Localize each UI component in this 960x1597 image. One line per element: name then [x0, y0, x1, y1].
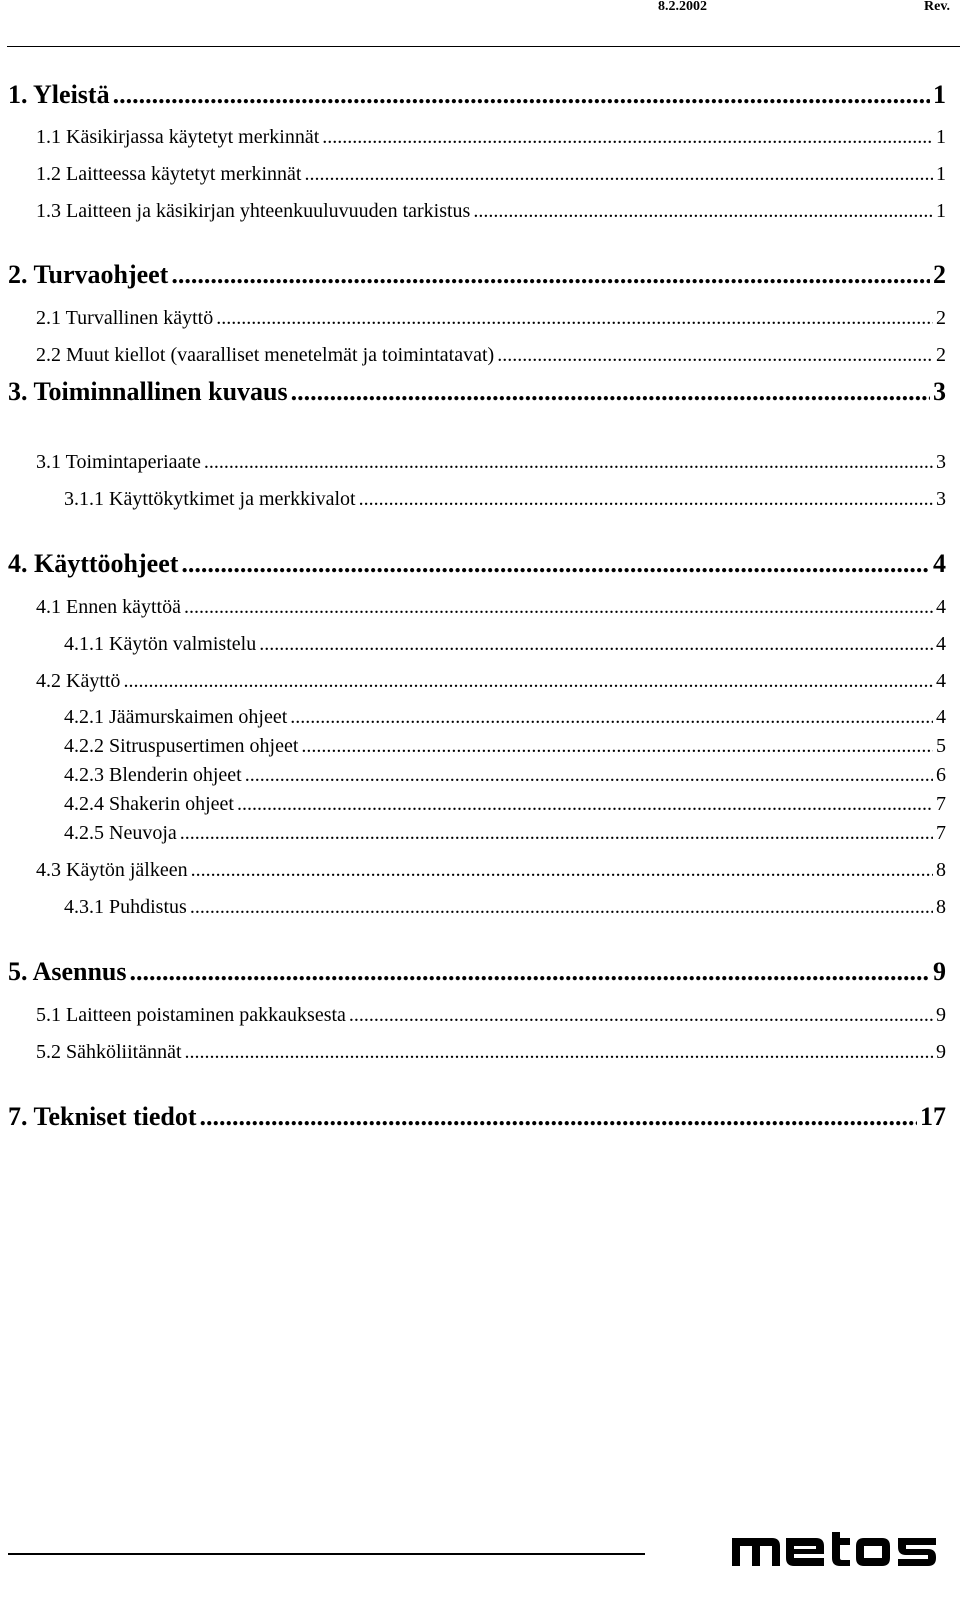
- toc-dot-leader: [497, 343, 933, 367]
- toc-dot-leader: [181, 549, 930, 579]
- toc-dot-leader: [184, 595, 933, 619]
- toc-dot-leader: [180, 821, 933, 845]
- toc-dot-leader: [185, 1040, 933, 1064]
- toc-page-number: 2: [933, 260, 946, 289]
- toc-dot-leader: [200, 1102, 917, 1132]
- toc-dot-leader: [259, 632, 933, 656]
- toc-entry[interactable]: [8, 549, 946, 579]
- toc-entry-title: 3. Toiminnallinen kuvaus: [8, 377, 288, 406]
- toc-entry[interactable]: [8, 260, 946, 290]
- toc-entry-title: 4.2.1 Jäämurskaimen ohjeet: [64, 706, 288, 728]
- toc-page-number: 7: [936, 793, 946, 815]
- toc-page-number: 3: [936, 488, 946, 510]
- toc-entry[interactable]: [36, 343, 946, 367]
- toc-entry[interactable]: [36, 595, 946, 619]
- toc-entry[interactable]: [64, 487, 946, 511]
- toc-dot-leader: [473, 199, 933, 223]
- toc-page-number: 1: [936, 126, 946, 148]
- toc-dot-leader: [113, 80, 930, 110]
- toc-entry-title: 4.2 Käyttö: [36, 670, 121, 692]
- toc-page-number: 4: [936, 596, 946, 618]
- toc-entry-title: 1. Yleistä: [8, 80, 110, 109]
- toc-page-number: 5: [936, 735, 946, 757]
- toc-dot-leader: [190, 895, 933, 919]
- metos-logo: [732, 1532, 940, 1572]
- toc-page-number: 2: [936, 307, 946, 329]
- toc-entry[interactable]: [36, 1003, 946, 1027]
- toc-entry-title: 4.3 Käytön jälkeen: [36, 859, 188, 881]
- toc-page-number: 3: [936, 451, 946, 473]
- toc-entry-title: 3.1.1 Käyttökytkimet ja merkkivalot: [64, 488, 356, 510]
- toc-entry-title: 4.2.5 Neuvoja: [64, 822, 177, 844]
- toc-page-number: 1: [936, 200, 946, 222]
- toc-dot-leader: [322, 125, 933, 149]
- footer-divider: [8, 1553, 645, 1555]
- toc-entry[interactable]: [8, 1102, 946, 1132]
- toc-page-number: 9: [933, 957, 946, 986]
- toc-entry[interactable]: [64, 632, 946, 656]
- toc-entry-title: 7. Tekniset tiedot: [8, 1102, 197, 1131]
- toc-entry[interactable]: [36, 669, 946, 693]
- toc-page-number: 17: [920, 1102, 946, 1131]
- toc-dot-leader: [304, 162, 933, 186]
- toc-dot-leader: [349, 1003, 933, 1027]
- toc-page-number: 8: [936, 859, 946, 881]
- toc-entry-title: 1.2 Laitteessa käytetyt merkinnät: [36, 163, 302, 185]
- toc-page-number: 3: [933, 377, 946, 406]
- toc-entry-title: 5.1 Laitteen poistaminen pakkauksesta: [36, 1004, 346, 1026]
- toc-entry-title: 5. Asennus: [8, 957, 127, 986]
- toc-dot-leader: [123, 669, 933, 693]
- toc-entry[interactable]: [36, 199, 946, 223]
- toc-page-number: 9: [936, 1004, 946, 1026]
- header-date: 8.2.2002: [658, 0, 707, 14]
- toc-dot-leader: [290, 705, 933, 729]
- toc-dot-leader: [291, 377, 930, 407]
- toc-page-number: 6: [936, 764, 946, 786]
- toc-entry-title: 4.2.4 Shakerin ohjeet: [64, 793, 234, 815]
- toc-entry-title: 5.2 Sähköliitännät: [36, 1041, 182, 1063]
- toc-entry-title: 2.2 Muut kiellot (vaaralliset menetelmät ja toimintatavat): [36, 344, 495, 366]
- toc-page-number: 4: [936, 706, 946, 728]
- toc-entry-title: 3.1 Toimintaperiaate: [36, 451, 201, 473]
- toc-entry-title: 1.1 Käsikirjassa käytetyt merkinnät: [36, 126, 320, 148]
- toc-dot-leader: [245, 763, 933, 787]
- toc-entry-title: 4.2.2 Sitruspusertimen ohjeet: [64, 735, 299, 757]
- header-divider: [7, 46, 960, 47]
- toc-dot-leader: [130, 957, 931, 987]
- toc-entry[interactable]: [36, 306, 946, 330]
- toc-dot-leader: [171, 260, 930, 290]
- toc-dot-leader: [191, 858, 933, 882]
- toc-entry[interactable]: [64, 705, 946, 729]
- toc-entry[interactable]: [64, 792, 946, 816]
- toc-page-number: 9: [936, 1041, 946, 1063]
- toc-entry-title: 4.3.1 Puhdistus: [64, 896, 187, 918]
- toc-dot-leader: [204, 450, 933, 474]
- toc-page-number: 2: [936, 344, 946, 366]
- toc-dot-leader: [359, 487, 933, 511]
- toc-entry[interactable]: [36, 1040, 946, 1064]
- toc-entry-title: 4.2.3 Blenderin ohjeet: [64, 764, 242, 786]
- toc-entry[interactable]: [36, 162, 946, 186]
- toc-entry-title: 4.1 Ennen käyttöä: [36, 596, 181, 618]
- toc-entry[interactable]: [64, 821, 946, 845]
- toc-page-number: 1: [933, 80, 946, 109]
- toc-entry[interactable]: [64, 895, 946, 919]
- toc-entry[interactable]: [8, 957, 946, 987]
- toc-entry[interactable]: [36, 450, 946, 474]
- toc-page-number: 7: [936, 822, 946, 844]
- toc-entry-title: 2.1 Turvallinen käyttö: [36, 307, 214, 329]
- toc-entry-title: 4.1.1 Käytön valmistelu: [64, 633, 257, 655]
- toc-entry[interactable]: [36, 125, 946, 149]
- toc-page-number: 4: [936, 633, 946, 655]
- toc-dot-leader: [237, 792, 933, 816]
- toc-entry[interactable]: [8, 80, 946, 110]
- toc-entry-title: 2. Turvaohjeet: [8, 260, 169, 289]
- toc-entry-title: 1.3 Laitteen ja käsikirjan yhteenkuuluvuuden tarkistus: [36, 200, 471, 222]
- toc-page-number: 1: [936, 163, 946, 185]
- header-revision: Rev.: [924, 0, 951, 14]
- toc-entry[interactable]: [8, 377, 946, 407]
- toc-entry[interactable]: [64, 734, 946, 758]
- toc-entry-title: 4. Käyttöohjeet: [8, 549, 179, 578]
- toc-dot-leader: [301, 734, 933, 758]
- toc-entry[interactable]: [64, 763, 946, 787]
- toc-dot-leader: [216, 306, 933, 330]
- toc-page-number: 4: [936, 670, 946, 692]
- toc-entry[interactable]: [36, 858, 946, 882]
- toc-page-number: 4: [933, 549, 946, 578]
- toc-page-number: 8: [936, 896, 946, 918]
